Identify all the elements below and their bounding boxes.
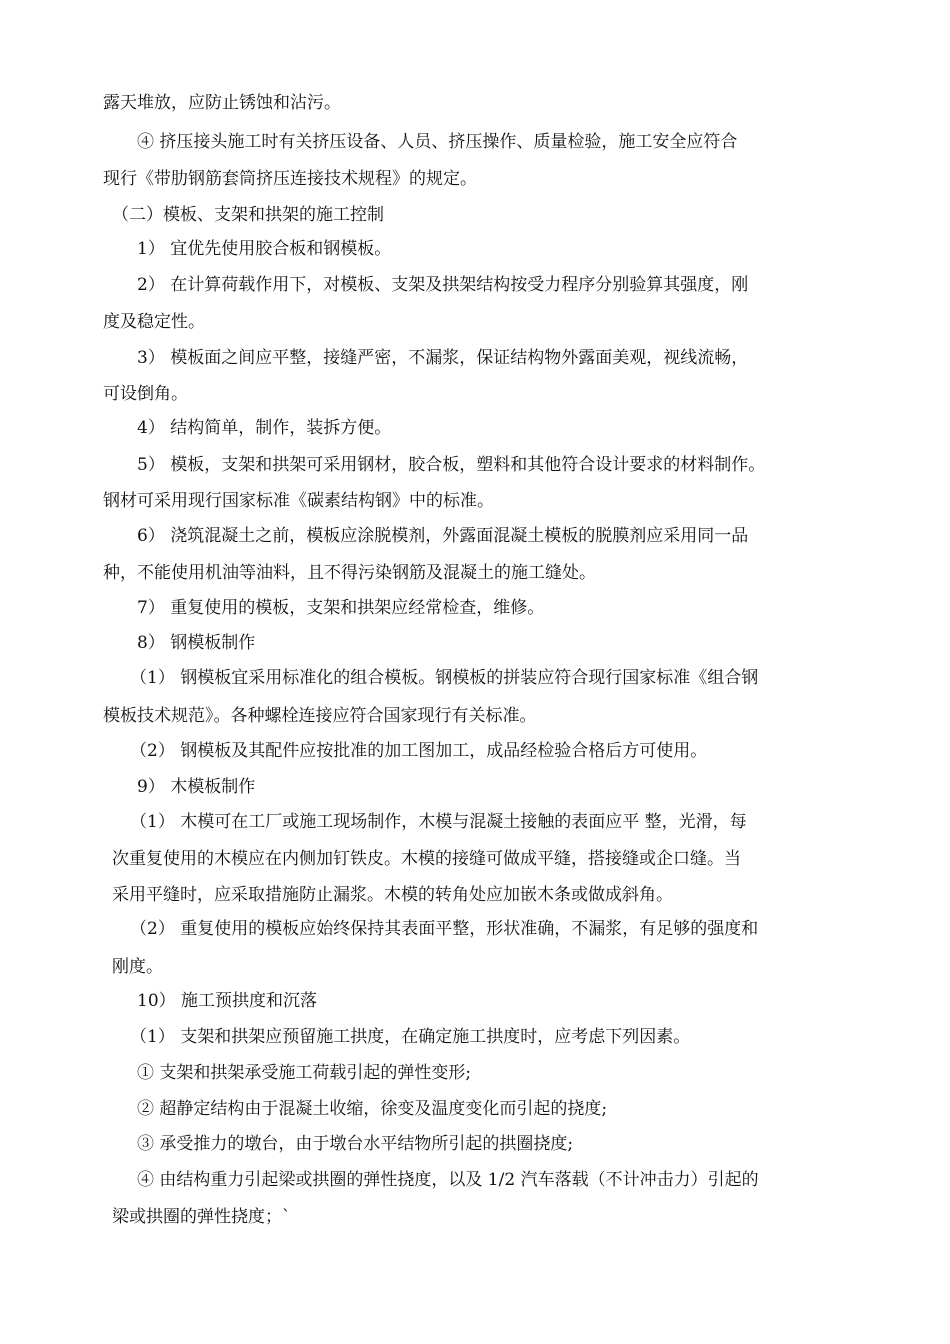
text-line: 8） 钢模板制作 bbox=[137, 633, 256, 653]
text-line: （二）模板、支架和拱架的施工控制 bbox=[112, 205, 384, 225]
text-line: 6） 浇筑混凝土之前，模板应涂脱模剂，外露面混凝土模板的脱膜剂应采用同一品 bbox=[137, 526, 749, 546]
text-line: 度及稳定性。 bbox=[103, 312, 205, 332]
text-line: （1） 支架和拱架应预留施工拱度，在确定施工拱度时，应考虑下列因素。 bbox=[130, 1027, 691, 1047]
text-line: 3） 模板面之间应平整，接缝严密，不漏浆，保证结构物外露面美观，视线流畅， bbox=[137, 348, 749, 368]
text-line: 1） 宜优先使用胶合板和钢模板。 bbox=[137, 239, 392, 259]
text-line: 9） 木模板制作 bbox=[137, 777, 256, 797]
text-line: 梁或拱圈的弹性挠度；` bbox=[112, 1207, 291, 1227]
text-line: 7） 重复使用的模板，支架和拱架应经常检查，维修。 bbox=[137, 598, 545, 618]
text-line: （1） 钢模板宜采用标准化的组合模板。钢模板的拼装应符合现行国家标准《组合钢 bbox=[130, 668, 759, 688]
text-line: （1） 木模可在工厂或施工现场制作，木模与混凝土接触的表面应平 整，光滑，每 bbox=[130, 812, 747, 832]
text-line: ① 支架和拱架承受施工荷载引起的弹性变形; bbox=[137, 1063, 472, 1083]
text-line: 5） 模板，支架和拱架可采用钢材，胶合板，塑料和其他符合设计要求的材料制作。 bbox=[137, 455, 766, 475]
text-line: 露天堆放，应防止锈蚀和沾污。 bbox=[103, 93, 341, 113]
text-line: 采用平缝时，应采取措施防止漏浆。木模的转角处应加嵌木条或做成斜角。 bbox=[112, 885, 673, 905]
text-line: 4） 结构简单，制作，装拆方便。 bbox=[137, 418, 392, 438]
text-line: 现行《带肋钢筋套筒挤压连接技术规程》的规定。 bbox=[103, 169, 477, 189]
text-line: 可设倒角。 bbox=[103, 384, 188, 404]
text-line: 刚度。 bbox=[112, 957, 163, 977]
text-line: 2） 在计算荷载作用下，对模板、支架及拱架结构按受力程序分别验算其强度，刚 bbox=[137, 275, 749, 295]
text-line: 次重复使用的木模应在内侧加钉铁皮。木模的接缝可做成平缝，搭接缝或企口缝。当 bbox=[112, 849, 741, 869]
text-line: ③ 承受推力的墩台，由于墩台水平结物所引起的拱圈挠度; bbox=[137, 1134, 574, 1154]
text-line: 模板技术规范》。各种螺栓连接应符合国家现行有关标准。 bbox=[103, 706, 537, 726]
text-line: 10） 施工预拱度和沉落 bbox=[137, 991, 318, 1011]
text-line: ④ 挤压接头施工时有关挤压设备、人员、挤压操作、质量检验，施工安全应符合 bbox=[137, 132, 738, 152]
text-line: ④ 由结构重力引起梁或拱圈的弹性挠度，以及 1/2 汽车落载（不计冲击力）引起的 bbox=[137, 1170, 759, 1190]
text-line: ② 超静定结构由于混凝土收缩，徐变及温度变化而引起的挠度; bbox=[137, 1099, 608, 1119]
text-line: （2） 重复使用的模板应始终保持其表面平整，形状准确，不漏浆，有足够的强度和 bbox=[130, 919, 759, 939]
text-line: （2） 钢模板及其配件应按批准的加工图加工，成品经检验合格后方可使用。 bbox=[130, 741, 708, 761]
text-line: 种，不能使用机油等油料，且不得污染钢筋及混凝土的施工缝处。 bbox=[103, 563, 596, 583]
text-line: 钢材可采用现行国家标准《碳素结构钢》中的标准。 bbox=[103, 491, 494, 511]
